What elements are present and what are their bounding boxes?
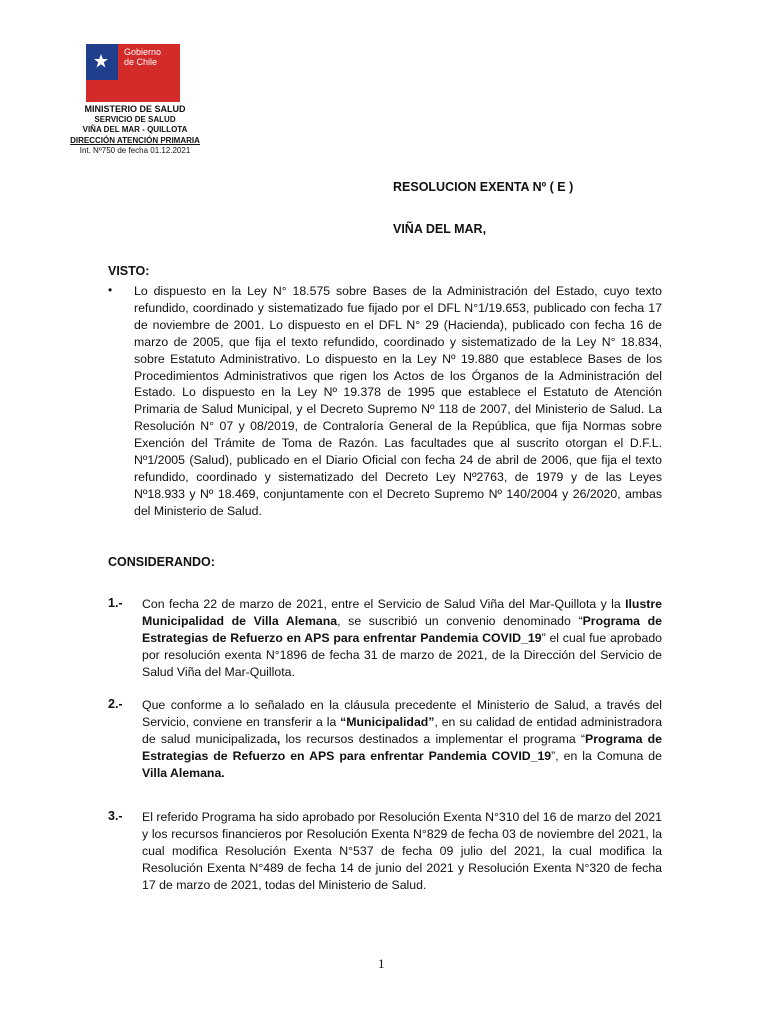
page-number: 1 [378, 956, 385, 971]
government-logo [86, 44, 180, 102]
clause-paragraph-2: Que conforme a lo señalado en la cláusula precedente el Ministerio de Salud, a través del Servicio, conviene en transferir a la “Municipalidad”, en su calidad de entidad administradora de salud municipalizada, los recursos destinados a implementar el programa “Programa de Estrategias de Refuerzo en APS para enfrentar Pandemia COVID_19”, en la Comuna de Villa Alemana. [142, 698, 663, 780]
resolution-title: RESOLUCION EXENTA Nº ( E ) [393, 180, 574, 194]
clause-paragraph-1: Con fecha 22 de marzo de 2021, entre el Servicio de Salud Viña del Mar-Quillota y la Ilustre Municipalidad de Villa Alemana, se suscribió un convenio denominado “Programa de Estrategias de Refuerzo en APS para enfrentar Pandemia COVID_19” el cual fue aprobado por resolución exenta N°1896 de fecha 31 de marzo de 2021, de la Dirección del Servicio de Salud Viña del Mar-Quillota. [142, 597, 662, 679]
clause-number-3: 3.- [108, 809, 123, 823]
logo-red-field [86, 80, 180, 102]
resolution-city: VIÑA DEL MAR, [393, 222, 487, 236]
visto-paragraph: Lo dispuesto en la Ley N° 18.575 sobre Bases de la Administración del Estado, cuyo texto refundido, coordinado y sistematizado fue fijado por el DFL N°1/19.653, publicado con fecha 17 de noviembre de 2001. Lo dispuesto en el DFL N° 29 (Hacienda), publicado con fecha 16 de marzo de 2005, que fija el texto refundido, coordinado y sistematizado de la Ley N° 18.834, sobre Estatuto Administrativo. Lo dispuesto en la Ley Nº 19.880 que establece Bases de los Procedimientos Administrativos que rigen los Actos de los Órganos de la Administración del Estado. Lo dispuesto en la Ley Nº 19.378 de 1995 que establece el Estatuto de Atención Primaria de Salud Municipal, y el Decreto Supremo Nº 118 de 2007, del Ministerio de Salud. La Resolución N° 07 y 08/2019, de Contraloría General de la República, que fija Normas sobre Exención del Trámite de Toma de Razón. Las facultades que al suscrito otorgan el D.F.L. Nº1/2005 (Salud), publicado en el Diario Oficial con fecha 24 de abril de 2006, que fija el texto refundido, coordinado y sistematizado del Decreto Ley Nº2763, de 1979 y de las Leyes Nº18.933 y Nº 18.469, conjuntamente con el Decreto Supremo Nº 140/2004 y 26/2020, ambas del Ministerio de Salud. [134, 284, 662, 518]
logo-blue-field [86, 44, 118, 80]
letterhead [60, 104, 210, 157]
considerando-heading: CONSIDERANDO: [108, 555, 215, 569]
clause-number-1: 1.- [108, 596, 123, 610]
bullet-marker: • [108, 283, 113, 297]
service-name: SERVICIO DE SALUD [94, 114, 176, 124]
logo-text: Gobierno de Chile [124, 47, 162, 67]
clause-paragraph-3: El referido Programa ha sido aprobado por Resolución Exenta N°310 del 16 de marzo del 2021 y los recursos financieros por Resolución Exenta N°829 de fecha 03 de noviembre del 2021, la cual modifica Resolución Exenta N°537 de fecha 09 julio del 2021, la cual modifica la Resolución Exenta N°489 de fecha 14 de junio del 2021 y Resolución Exenta N°320 de fecha 17 de marzo de 2021, todas del Ministerio de Salud. [142, 810, 662, 892]
internal-reference: Int. Nº750 de fecha 01.12.2021 [79, 146, 191, 155]
ministry-name: MINISTERIO DE SALUD [84, 104, 186, 114]
star-icon [94, 54, 108, 68]
clause-number-2: 2.- [108, 697, 123, 711]
visto-heading: VISTO: [108, 264, 150, 278]
region-name: VIÑA DEL MAR - QUILLOTA [82, 125, 188, 134]
direction-name: DIRECCIÓN ATENCIÓN PRIMARIA [70, 135, 200, 145]
